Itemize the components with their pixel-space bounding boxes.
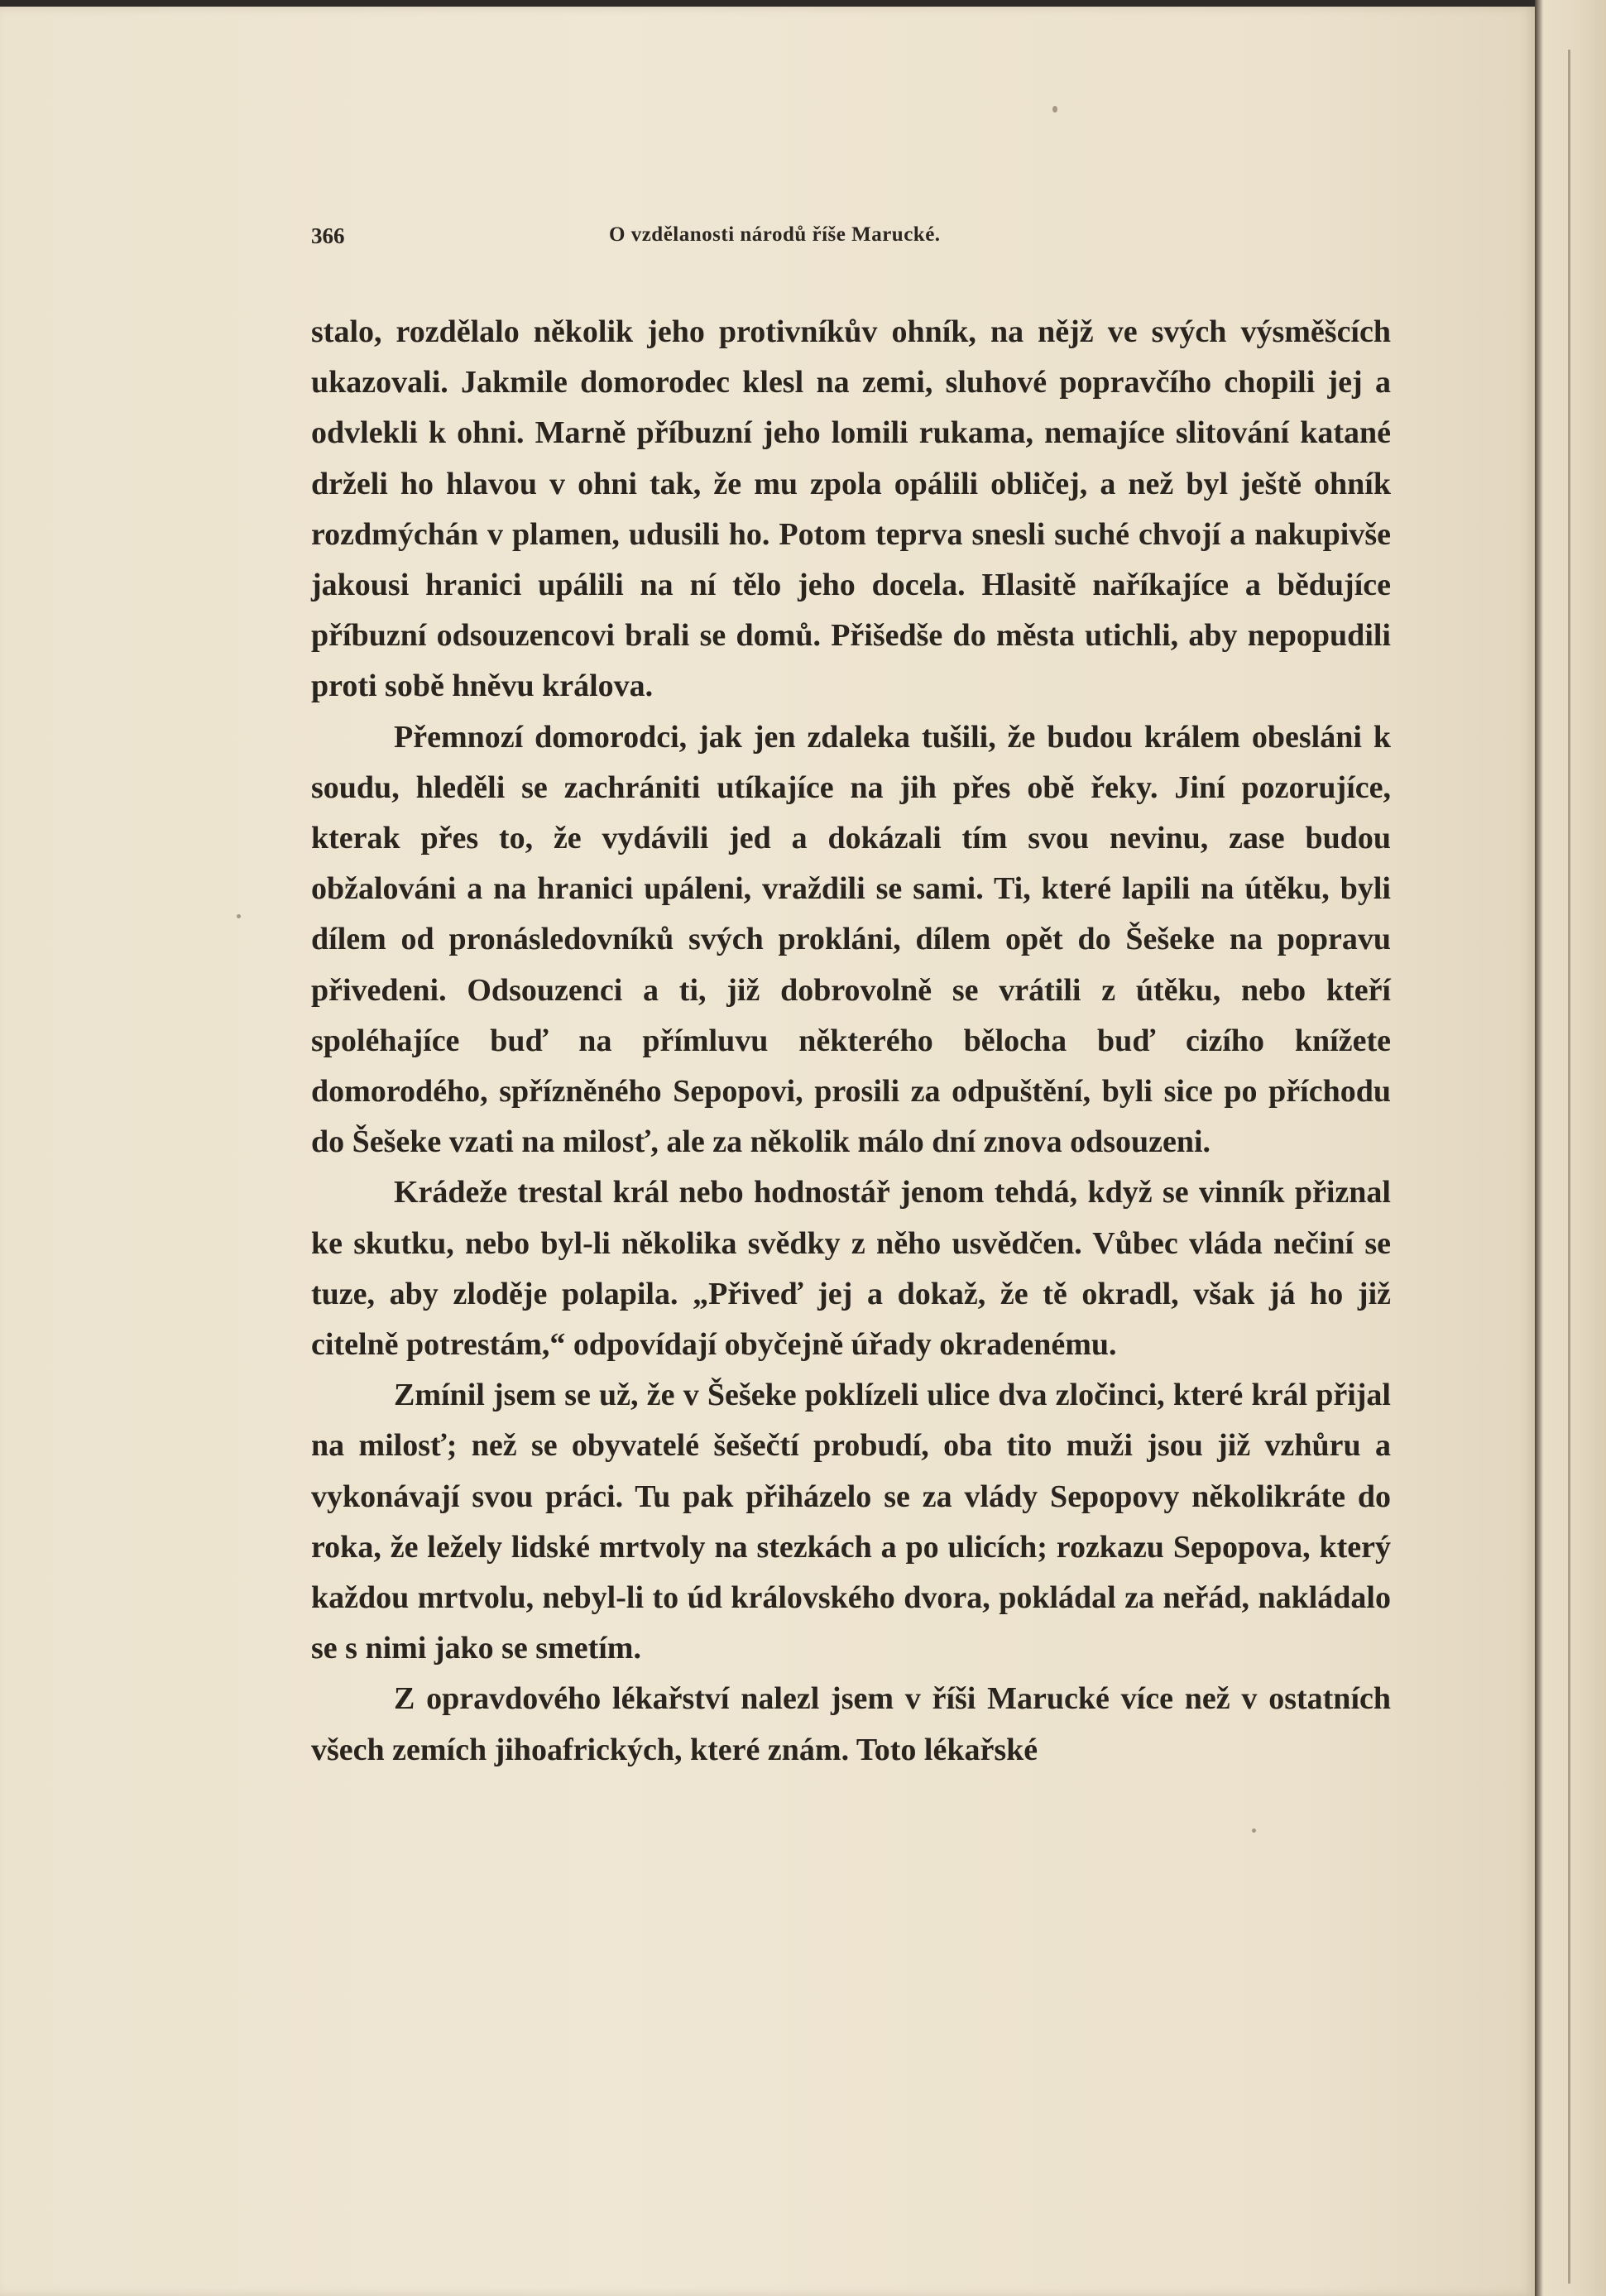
paper-speck bbox=[1052, 106, 1057, 113]
page-number: 366 bbox=[311, 223, 345, 248]
body-text bbox=[311, 307, 1391, 1776]
running-header bbox=[311, 223, 1403, 256]
binding-edge bbox=[1568, 50, 1570, 2284]
running-title: O vzdělanosti národů říše Marucké. bbox=[609, 223, 941, 246]
paper-speck bbox=[1252, 1829, 1256, 1833]
paragraph-1: stalo, rozdělalo několik jeho protivníkův ohník, na nějž ve svých výsměšcích ukazovali. Jakmile domorodec klesl na zemi, sluhové popravčího chopili jej a odvlekli k ohni. Marně příbuzní jeho lomili rukama, nemajíce slitování katané drželi ho hlavou v ohni tak, že mu zpola opálili obličej, a než byl ještě ohník rozdmýchán v plamen, udusili ho. Potom teprva snesli suché chvojí a nakupivše jakousi hranici upálili na ní tělo jeho docela. Hlasitě naříkajíce a bědujíce příbuzní odsouzencovi brali se domů. Přišedše do města utichli, aby nepopudili proti sobě hněvu králova. bbox=[311, 314, 1391, 704]
paragraph-5: Z opravdového lékařství nalezl jsem v říši Marucké více než v ostatních všech zemích jihoafrických, které znám. Toto lékařské bbox=[311, 1681, 1391, 1767]
paragraph-2: Přemnozí domorodci, jak jen zdaleka tušili, že budou králem obesláni k soudu, hleděli se zachrániti utíkajíce na jih přes obě řeky. Jiní pozorujíce, kterak přes to, že vydávili jed a dokázali tím svou nevinu, zase budou obžalováni a na hranici upáleni, vraždili se sami. Ti, které lapili na útěku, byli dílem od pronásledovníků svých prokláni, dílem opět do Šešeke na popravu přivedeni. Odsouzenci a ti, již dobrovolně se vrátili z útěku, nebo kteří spoléhajíce buď na přímluvu některého bělocha buď cizího knížete domorodého, spřízněného Sepopovi, prosili za odpuštění, byli sice po příchodu do Šešeke vzati na milosť, ale za několik málo dní znova odsouzeni. bbox=[311, 719, 1391, 1160]
page-right-edge bbox=[1535, 0, 1606, 2296]
paper-speck bbox=[237, 914, 241, 918]
paragraph-3: Krádeže trestal král nebo hodnostář jenom tehdá, když se vinník přiznal ke skutku, nebo byl-li několika svědky z něho usvědčen. Vůbec vláda nečiní se tuze, aby zloděje polapila. „Přiveď jej a dokaž, že tě okradl, však já ho již citelně potrestám,“ odpovídají obyčejně úřady okradenému. bbox=[311, 1175, 1391, 1363]
paragraph-4: Zmínil jsem se už, že v Šešeke poklízeli ulice dva zločinci, které král přijal na milosť; než se obyvatelé šešečtí probudí, oba tito muži jsou již vzhůru a vykonávají svou práci. Tu pak přiházelo se za vlády Sepopovy několikráte do roka, že ležely lidské mrtvoly na stezkách a po ulicích; rozkazu Sepopova, který každou mrtvolu, nebyl-li to úd královského dvora, pokládal za neřád, nakládalo se s nimi jako se smetím. bbox=[311, 1378, 1391, 1666]
